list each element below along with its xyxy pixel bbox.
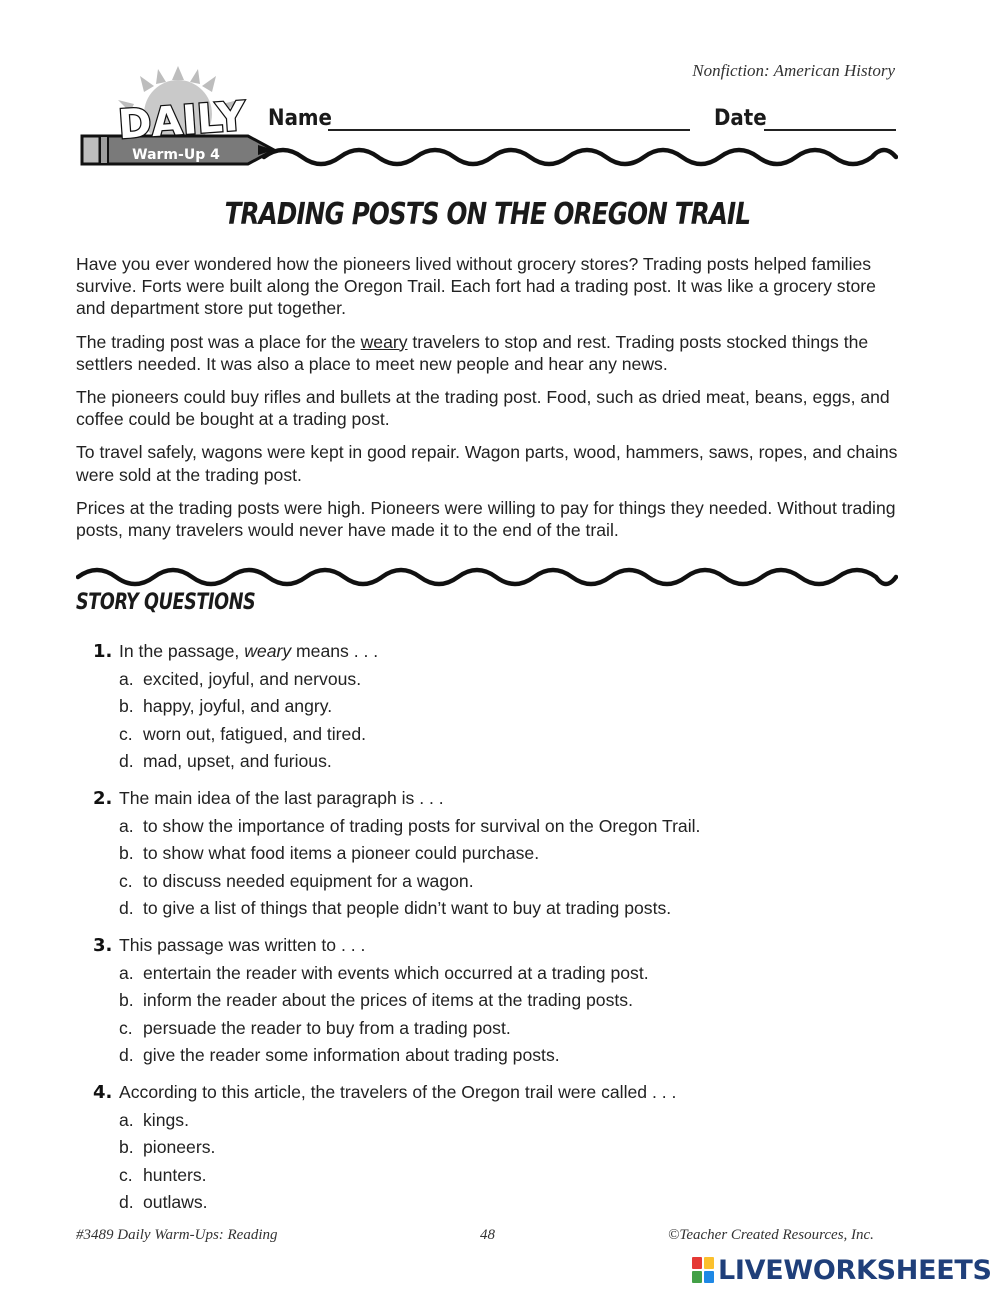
passage-paragraph: To travel safely, wagons were kept in good repair. Wagon parts, wood, hammers, saws, ropes, and chains were sold at the trading post.: [76, 442, 898, 485]
warmup-number-label: Warm-Up 4: [132, 147, 220, 163]
reading-passage: [76, 253, 906, 552]
answer-option[interactable]: d. outlaws.: [119, 1192, 208, 1213]
liveworksheets-wordmark: LIVEWORKSHEETS: [718, 1254, 992, 1286]
section-wave-divider: [76, 560, 898, 594]
answer-option[interactable]: d. give the reader some information about trading posts.: [119, 1045, 560, 1066]
answer-option[interactable]: d. mad, upset, and furious.: [119, 751, 332, 772]
page-title: TRADING POSTS ON THE OREGON TRAIL: [224, 197, 751, 232]
passage-paragraph: The pioneers could buy rifles and bullets at the trading post. Food, such as dried meat, beans, eggs, and coffee could be bought at a trading post.: [76, 387, 890, 430]
answer-option[interactable]: a. entertain the reader with events which occurred at a trading post.: [119, 962, 649, 983]
question-2: 2. The main idea of the last paragraph is . . . a. to show the importance of trading posts for survival on the Oregon Trail. b. to show what food items a pioneer could purchase. c. to discuss needed equipment for a wagon. d. to give a list of things that people didn’t want to buy at trading posts.: [93, 785, 913, 923]
date-field[interactable]: [764, 129, 896, 131]
daily-logo-word: DAILY: [116, 93, 247, 149]
answer-option[interactable]: c. hunters.: [119, 1164, 207, 1185]
passage-paragraph: The trading post was a place for the weary travelers to stop and rest. Trading posts stocked things the settlers needed. It was also a place to meet new people and hear any news.: [76, 331, 869, 374]
answer-option[interactable]: a. kings.: [119, 1109, 189, 1130]
question-number: 2.: [93, 787, 113, 809]
vocabulary-word: weary: [360, 331, 408, 352]
name-field[interactable]: [328, 129, 690, 131]
footer-book-title: #3489 Daily Warm-Ups: Reading: [76, 1227, 278, 1243]
answer-option[interactable]: a. to show the importance of trading posts for survival on the Oregon Trail.: [119, 815, 701, 836]
answer-option[interactable]: b. inform the reader about the prices of items at the trading posts.: [119, 990, 633, 1011]
answer-option[interactable]: d. to give a list of things that people didn’t want to buy at trading posts.: [119, 898, 672, 919]
passage-paragraph: Have you ever wondered how the pioneers lived without grocery stores? Trading posts helped families survive. Forts were built along the Oregon Trail. Each fort had a trading post. It was like a grocery store and department store put together.: [76, 254, 876, 319]
footer-copyright: ©Teacher Created Resources, Inc.: [668, 1227, 874, 1243]
answer-option[interactable]: b. pioneers.: [119, 1137, 216, 1158]
question-number: 1.: [93, 641, 113, 662]
answer-option[interactable]: a. excited, joyful, and nervous.: [119, 668, 362, 689]
question-number: 3.: [93, 934, 113, 956]
liveworksheets-logo-icon: [692, 1257, 714, 1283]
answer-option[interactable]: b. to show what food items a pioneer could purchase.: [119, 843, 540, 864]
page-number: 48: [480, 1227, 495, 1243]
subject-label: Nonfiction: American History: [692, 61, 895, 80]
date-label: Date: [714, 106, 767, 131]
liveworksheets-brand[interactable]: [692, 1253, 992, 1287]
daily-warmup-logo: [78, 66, 278, 190]
question-number: 4.: [93, 1081, 113, 1103]
question-1: 1. In the passage, weary means . . . a. excited, joyful, and nervous. b. happy, joyful, and angry. c. worn out, fatigued, and tired. d. mad, upset, and furious.: [93, 638, 913, 776]
story-questions-heading: STORY QUESTIONS: [76, 590, 256, 615]
answer-option[interactable]: b. happy, joyful, and angry.: [119, 696, 333, 717]
passage-paragraph: Prices at the trading posts were high. Pioneers were willing to pay for things they needed. Without trading posts, many travelers would never have made it to the end of the trail.: [76, 497, 896, 541]
answer-option[interactable]: c. persuade the reader to buy from a trading post.: [119, 1017, 511, 1038]
header-wave-divider: [262, 140, 898, 174]
question-3: 3. This passage was written to . . . a. entertain the reader with events which occurred at a trading post. b. inform the reader about the prices of items at the trading posts. c. persuade the reader to buy from a trading post. d. give the reader some information about trading posts.: [93, 932, 913, 1070]
answer-option[interactable]: c. worn out, fatigued, and tired.: [119, 723, 366, 744]
answer-option[interactable]: c. to discuss needed equipment for a wagon.: [119, 870, 474, 891]
question-4: 4. According to this article, the travelers of the Oregon trail were called . . . a. kings. b. pioneers. c. hunters. d. outlaws.: [93, 1079, 913, 1217]
question-list: [93, 638, 913, 1226]
name-label: Name: [268, 106, 332, 131]
